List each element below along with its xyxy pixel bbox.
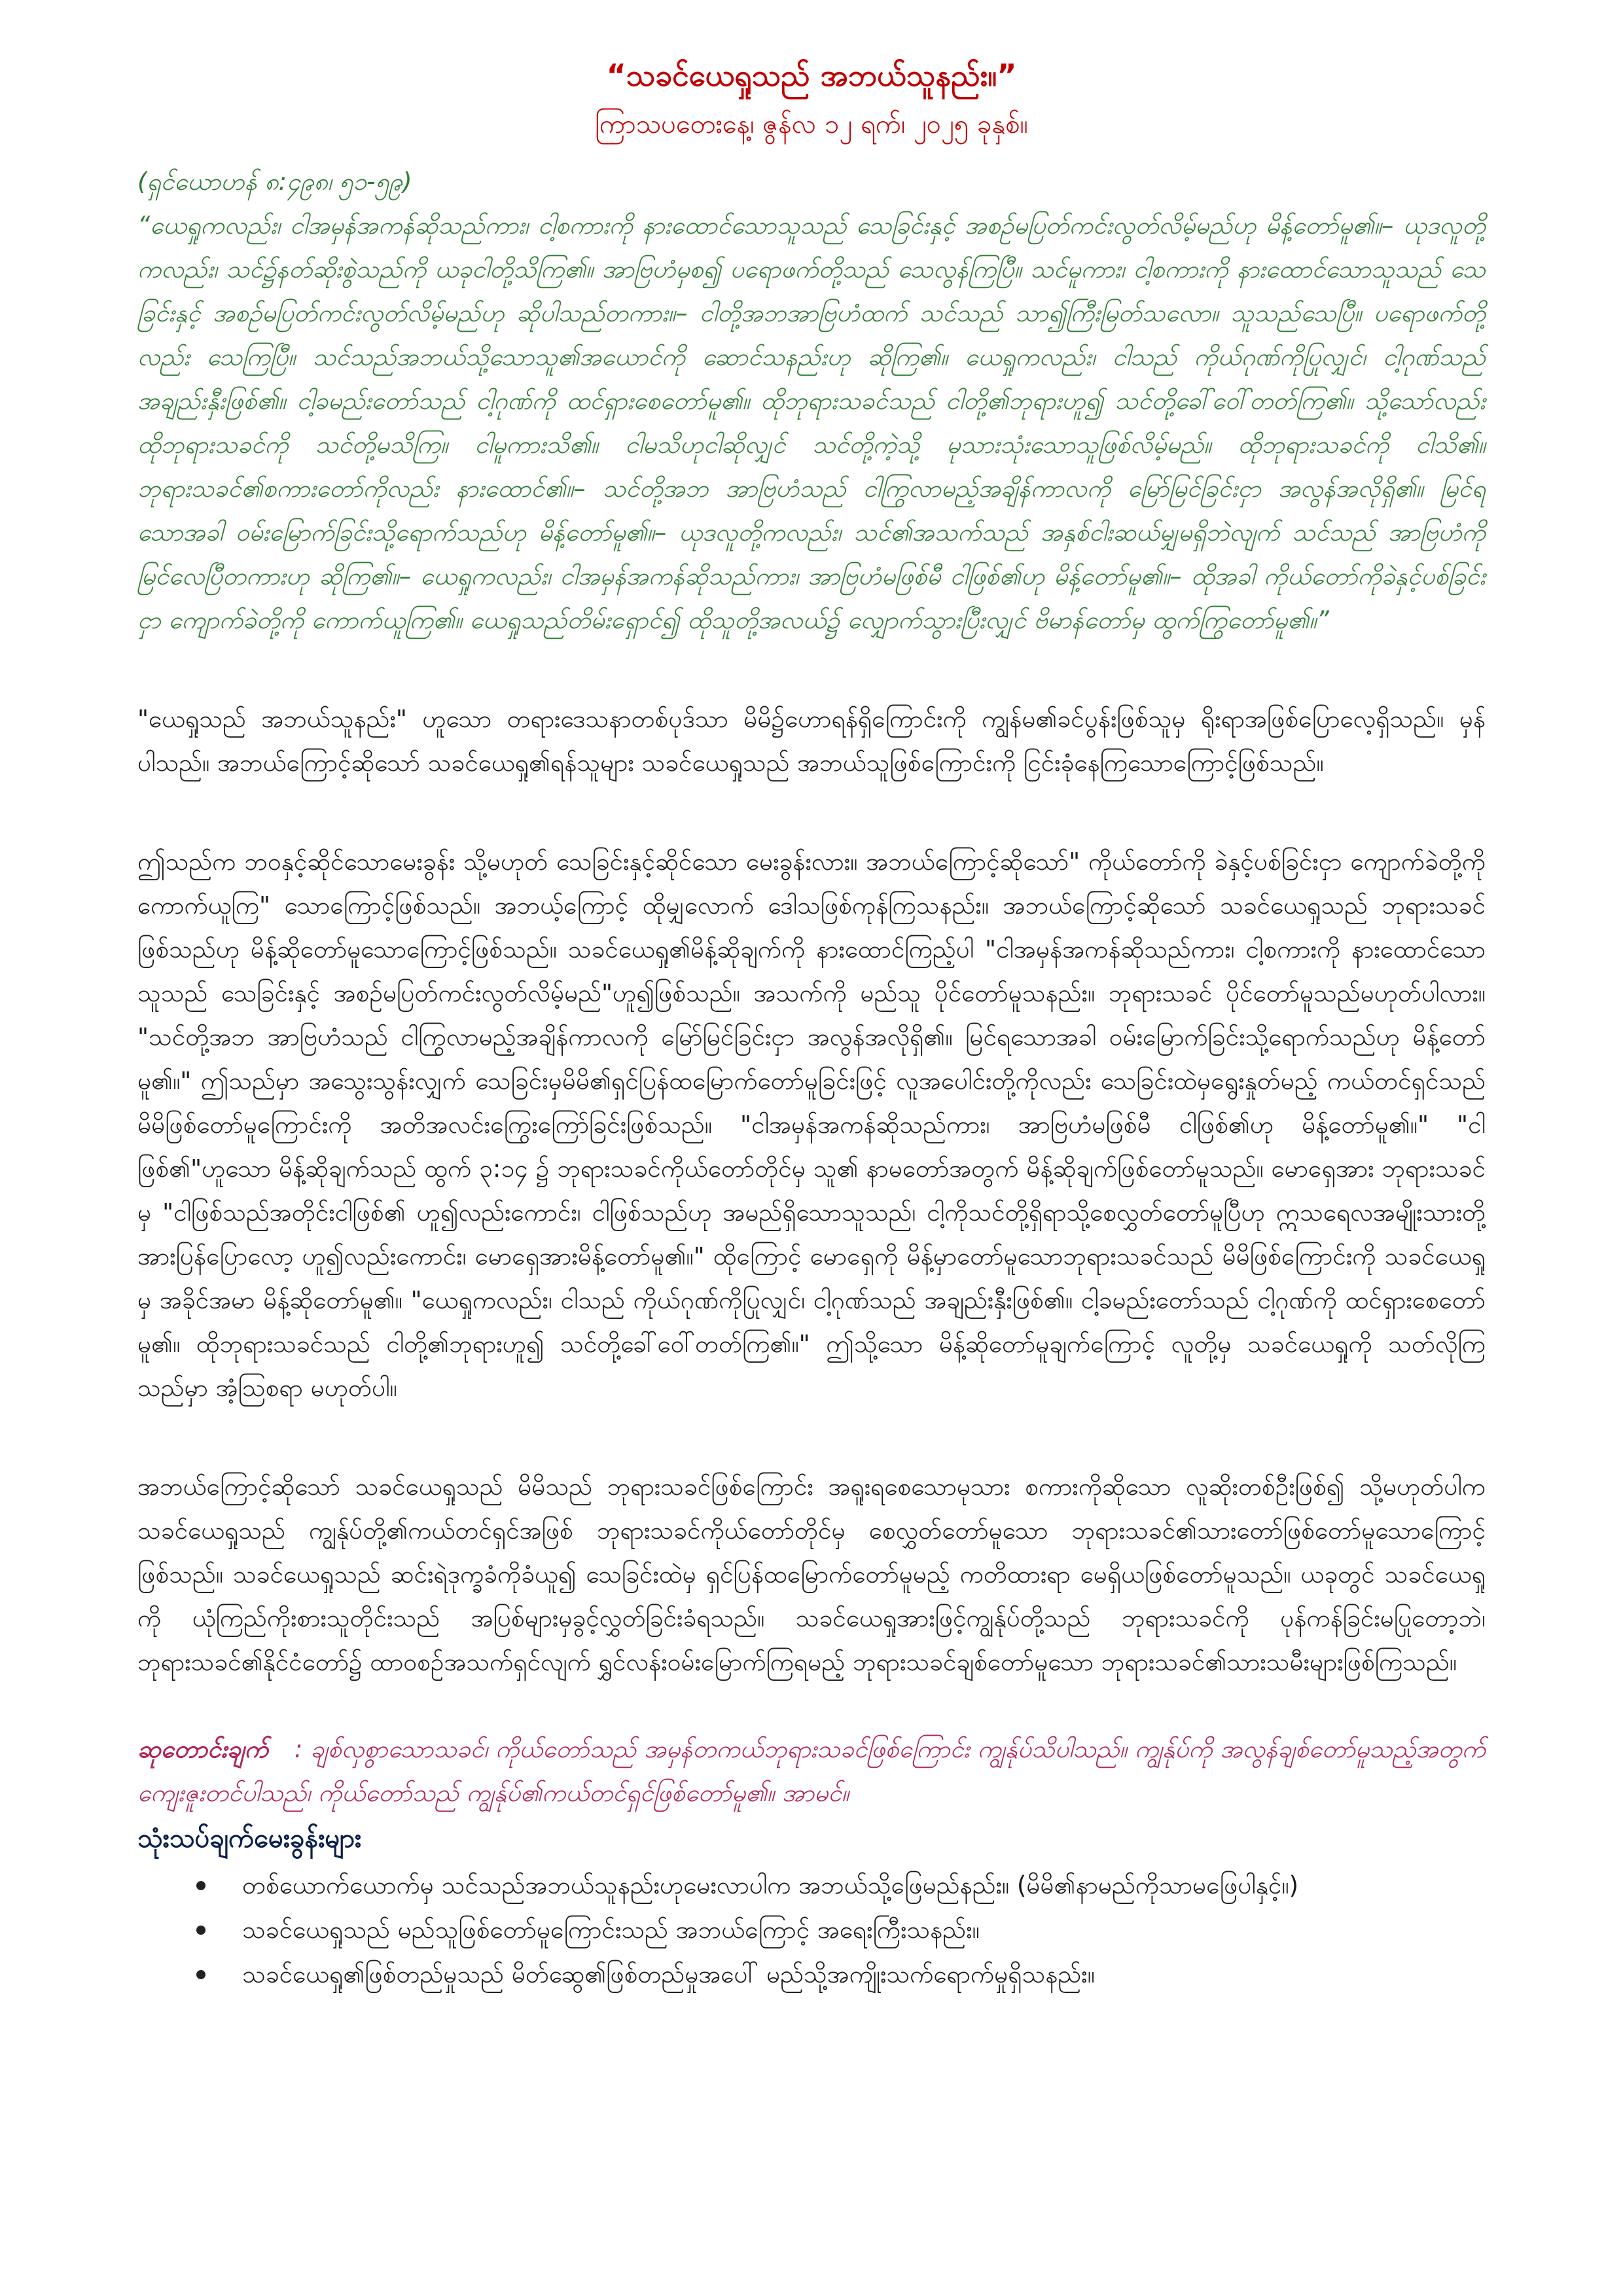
scripture-reference: (ရှင်ယောဟန် ၈:၄၉၈၊ ၅၁-၅၉) [137, 168, 412, 196]
prayer-text: : ချစ်လှစွာသောသခင်၊ ကိုယ်တော်သည် အမှန်တကယ်ဘုရားသခင်ဖြစ်ကြောင်း ကျွန်ုပ်သိပါသည်။ ကျွန်ုပ်ကို အလွန်ချစ်တော်မူသည့်အတွက်ကျေးဇူးတင်ပါသည်၊ ကိုယ်တော်သည် ကျွန်ုပ်၏ကယ်တင်ရှင်ဖြစ်တော်မူ၏။ အာမင်။ [137, 1735, 1486, 1807]
questions-list [137, 1863, 1486, 1997]
question-text: တစ်ယောက်ယောက်မှ သင်သည်အဘယ်သူနည်းဟုမေးလာပါက အဘယ်သို့ဖြေမည်နည်း။ (မိမိ၏နာမည်ကိုသာမဖြေပါနှင့်။) [242, 1871, 1299, 1899]
bullet-icon [196, 1926, 205, 1935]
question-text: သခင်ယေရှုသည် မည်သူဖြစ်တော်မူကြောင်းသည် အဘယ်ကြောင့် အရေးကြီးသနည်း။ [242, 1916, 980, 1944]
body-paragraph-3: အဘယ်ကြောင့်ဆိုသော် သခင်ယေရှုသည် မိမိသည် ဘုရားသခင်ဖြစ်ကြောင်း အရူးရစေသောမုသား စကားကိုဆိုသော လူဆိုးတစ်ဦးဖြစ်၍ သို့မဟုတ်ပါက သခင်ယေရှုသည် ကျွန်ုပ်တို့၏ကယ်တင်ရှင်အဖြစ် ဘုရားသခင်ကိုယ်တော်တိုင်မှ စေလွှတ်တော်မူသော ဘုရားသခင်၏သားတော်ဖြစ်တော်မူသောကြောင့်ဖြစ်သည်။ သခင်ယေရှုသည် ဆင်းရဲဒုက္ခခံကိုခံယူ၍ သေခြင်းထဲမှ ရှင်ပြန်ထမြောက်တော်မူမည့် ကတိထားရာ မေရှိယဖြစ်တော်မူသည်။ ယခုတွင် သခင်ယေရှုကို ယုံကြည်ကိုးစားသူတိုင်းသည် အပြစ်များမှခွင့်လွှတ်ခြင်းခံရသည်။ သခင်ယေရှုအားဖြင့်ကျွန်ုပ်တို့သည် ဘုရားသခင်ကို ပုန်ကန်ခြင်းမပြုတော့ဘဲ၊ ဘုရားသခင်၏နိုင်ငံတော်၌ ထာဝစဉ်အသက်ရှင်လျက် ရွှင်လန်းဝမ်းမြောက်ကြရမည့် ဘုရားသခင်ချစ်တော်မူသော ဘုရားသခင်၏သားသမီးများဖြစ်ကြသည်။ [137, 1473, 1486, 1676]
question-item [196, 1863, 1486, 1908]
page-title: “သခင်ယေရှုသည် အဘယ်သူနည်း။” [606, 58, 1017, 93]
prayer-block [137, 1727, 1486, 1815]
question-item [196, 1952, 1486, 1997]
question-item [196, 1908, 1486, 1952]
bullet-icon [196, 1881, 205, 1890]
scripture-passage: “ယေရှုကလည်း၊ ငါအမှန်အကန်ဆိုသည်ကား၊ ငါ့စကားကို နားထောင်သောသူသည် သေခြင်းနှင့် အစဉ်မပြတ်ကင်းလွတ်လိမ့်မည်ဟု မိန့်တော်မူ၏။– ယုဒလူတို့ကလည်း၊ သင်၌နတ်ဆိုးစွဲသည်ကို ယခုငါတို့သိကြ၏။ အာဗြဟံမှစ၍ ပရောဖက်တို့သည် သေလွန်ကြပြီ။ သင်မူကား၊ ငါ့စကားကို နားထောင်သောသူသည် သေခြင်းနှင့် အစဉ်မပြတ်ကင်းလွတ်လိမ့်မည်ဟု ဆိုပါသည်တကား။– ငါတို့အဘအာဗြဟံထက် သင်သည် သာ၍ကြီးမြတ်သလော။ သူသည်သေပြီ။ ပရောဖက်တို့လည်း သေကြပြီ။ သင်သည်အဘယ်သို့သောသူ၏အယောင်ကို ဆောင်သနည်းဟု ဆိုကြ၏။ ယေရှုကလည်း၊ ငါသည် ကိုယ်ဂုဏ်ကိုပြုလျှင်၊ ငါ့ဂုဏ်သည် အချည်းနှီးဖြစ်၏။ ငါ့ခမည်းတော်သည် ငါ့ဂုဏ်ကို ထင်ရှားစေတော်မူ၏။ ထိုဘုရားသခင်သည် ငါတို့၏ဘုရားဟူ၍ သင်တို့ခေါ်ဝေါ်တတ်ကြ၏။ သို့သော်လည်း ထိုဘုရားသခင်ကို သင်တို့မသိကြ။ ငါမူကားသိ၏။ ငါမသိဟုငါဆိုလျှင် သင်တို့ကဲ့သို့ မုသားသုံးသောသူဖြစ်လိမ့်မည်။ ထိုဘုရားသခင်ကို ငါသိ၏။ ဘုရားသခင်၏စကားတော်ကိုလည်း နားထောင်၏။– သင်တို့အဘ အာဗြဟံသည် ငါကြွလာမည့်အချိန်ကာလကို မြော်မြင်ခြင်းငှာ အလွန်အလိုရှိ၏။ မြင်ရသောအခါ ဝမ်းမြောက်ခြင်းသို့ရောက်သည်ဟု မိန့်တော်မူ၏။– ယုဒလူတို့ကလည်း၊ သင်၏အသက်သည် အနှစ်ငါးဆယ်မျှမရှိဘဲလျက် သင်သည် အာဗြဟံကို မြင်လေပြီတကားဟု ဆိုကြ၏။– ယေရှုကလည်း၊ ငါအမှန်အကန်ဆိုသည်ကား၊ အာဗြဟံမဖြစ်မီ ငါဖြစ်၏ဟု မိန့်တော်မူ၏။– ထိုအခါ ကိုယ်တော်ကိုခဲနှင့်ပစ်ခြင်းငှာ ကျောက်ခဲတို့ကို ကောက်ယူကြ၏။ ယေရှုသည်တိမ်းရှောင်၍ ထိုသူတို့အလယ်၌ လျှောက်သွားပြီးလျှင် ဗိမာန်တော်မှ ထွက်ကြွတော်မူ၏။” [137, 211, 1486, 634]
date-line: ကြာသပတေးနေ့၊ ဇွန်လ ၁၂ ရက်၊ ၂၀၂၅ ခုနှစ်။ [595, 109, 1028, 139]
bullet-icon [196, 1970, 205, 1979]
body-paragraph-2: ဤသည်က ဘဝနှင့်ဆိုင်သောမေးခွန်း သို့မဟုတ် သေခြင်းနှင့်ဆိုင်သော မေးခွန်းလား။ အဘယ်ကြောင့်ဆိုသော်" ကိုယ်တော်ကို ခဲနှင့်ပစ်ခြင်းငှာ ကျောက်ခဲတို့ကို ကောက်ယူကြ" သောကြောင့်ဖြစ်သည်။ အဘယ့်ကြောင့် ထိုမျှလောက် ဒေါသဖြစ်ကုန်ကြသနည်း။ အဘယ်ကြောင့်ဆိုသော် သခင်ယေရှုသည် ဘုရားသခင်ဖြစ်သည်ဟု မိန့်ဆိုတော်မူသောကြောင့်ဖြစ်သည်။ သခင်ယေရှု၏မိန့်ဆိုချက်ကို နားထောင်ကြည့်ပါ "ငါအမှန်အကန်ဆိုသည်ကား၊ ငါ့စကားကို နားထောင်သောသူသည် သေခြင်းနှင့် အစဉ်မပြတ်ကင်းလွတ်လိမ့်မည်"ဟူ၍ဖြစ်သည်။ အသက်ကို မည်သူ ပိုင်တော်မူသနည်း။ ဘုရားသခင် ပိုင်တော်မူသည်မဟုတ်ပါလား။ "သင်တို့အဘ အာဗြဟံသည် ငါကြွလာမည့်အချိန်ကာလကို မြော်မြင်ခြင်းငှာ အလွန်အလိုရှိ၏။ မြင်ရသောအခါ ဝမ်းမြောက်ခြင်းသို့ရောက်သည်ဟု မိန့်တော်မူ၏။" ဤသည်မှာ အသွေးသွန်းလျှက် သေခြင်းမှမိမိ၏ရှင်ပြန်ထမြောက်တော်မူခြင်းဖြင့် လူအပေါင်းတို့ကိုလည်း သေခြင်းထဲမှရွေးနှုတ်မည့် ကယ်တင်ရှင်သည် မိမိဖြစ်တော်မူကြောင်းကို အတိအလင်းကြွေးကြော်ခြင်းဖြစ်သည်။ "ငါအမှန်အကန်ဆိုသည်ကား၊ အာဗြဟံမဖြစ်မီ ငါဖြစ်၏ဟု မိန့်တော်မူ၏။" "ငါဖြစ်၏"ဟူသော မိန့်ဆိုချက်သည် ထွက် ၃:၁၄ ၌ ဘုရားသခင်ကိုယ်တော်တိုင်မှ သူ၏ နာမတော်အတွက် မိန့်ဆိုချက်ဖြစ်တော်မူသည်။ မောရှေအား ဘုရားသခင်မှ "ငါဖြစ်သည်အတိုင်းငါဖြစ်၏ ဟူ၍လည်းကောင်း၊ ငါဖြစ်သည်ဟု အမည်ရှိသောသူသည်၊ ငါ့ကိုသင်တို့ရှိရာသို့စေလွှတ်တော်မူပြီဟု ဣသရေလအမျိုးသားတို့အားပြန်ပြောလော့ ဟူ၍လည်းကောင်း၊ မောရှေအားမိန့်တော်မူ၏။" ထိုကြောင့် မောရှေကို မိန့်မှာတော်မူသောဘုရားသခင်သည် မိမိဖြစ်ကြောင်းကို သခင်ယေရှုမှ အခိုင်အမာ မိန့်ဆိုတော်မူ၏။ "ယေရှုကလည်း၊ ငါသည် ကိုယ်ဂုဏ်ကိုပြုလျှင်၊ ငါ့ဂုဏ်သည် အချည်းနှီးဖြစ်၏။ ငါ့ခမည်းတော်သည် ငါ့ဂုဏ်ကို ထင်ရှားစေတော်မူ၏။ ထိုဘုရားသခင်သည် ငါတို့၏ဘုရားဟူ၍ သင်တို့ခေါ်ဝေါ်တတ်ကြ၏။" ဤသို့သော မိန့်ဆိုတော်မူချက်ကြောင့် လူတို့မှ သခင်ယေရှုကို သတ်လိုကြသည်မှာ အံ့သြစရာ မဟုတ်ပါ။ [137, 848, 1486, 1402]
prayer-label: ဆုတောင်းချက် [137, 1735, 268, 1763]
question-text: သခင်ယေရှု၏ဖြစ်တည်မှုသည် မိတ်ဆွေ၏ဖြစ်တည်မှုအပေါ် မည်သို့အကျိုးသက်ရောက်မှုရှိသနည်း။ [242, 1960, 1095, 1988]
questions-heading: သုံးသပ်ချက်မေးခွန်းများ [137, 1823, 362, 1854]
body-paragraph-1: "ယေရှုသည် အဘယ်သူနည်း" ဟူသော တရားဒေသနာတစ်ပုဒ်သာ မိမိ၌ဟောရန်ရှိကြောင်းကို ကျွန်မ၏ခင်ပွန်းဖြစ်သူမှ ရိုးရာအဖြစ်ပြောလေ့ရှိသည်။ မှန်ပါသည်။ အဘယ်ကြောင့်ဆိုသော် သခင်ယေရှု၏ရန်သူများ သခင်ယေရှုသည် အဘယ်သူဖြစ်ကြောင်းကို ငြင်းခုံနေကြသောကြောင့်ဖြစ်သည်။ [137, 705, 1486, 777]
